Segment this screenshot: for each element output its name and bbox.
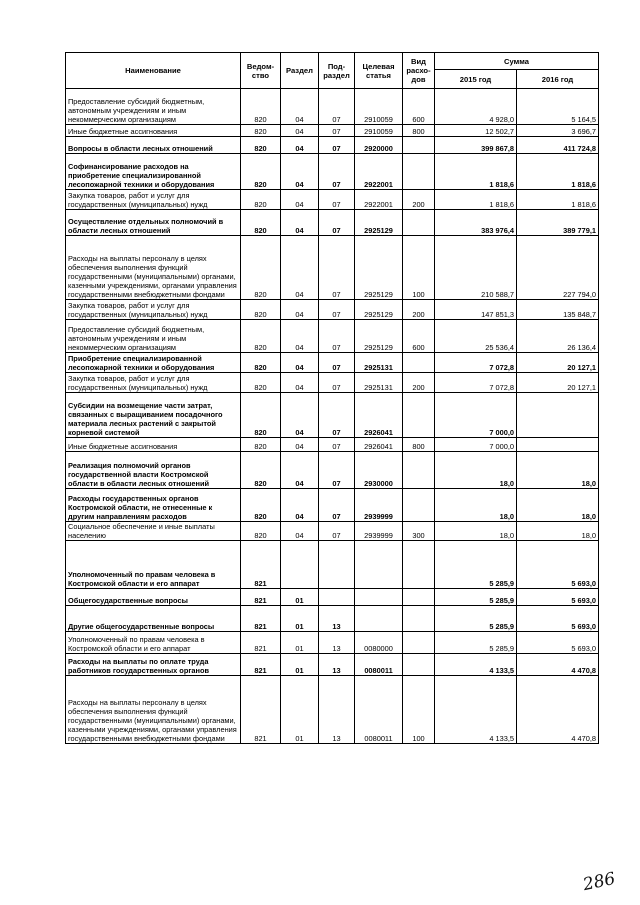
row-section — [281, 541, 319, 589]
row-section: 04 — [281, 210, 319, 236]
header-sum: Сумма — [435, 53, 599, 70]
row-section: 04 — [281, 89, 319, 125]
row-sum-2015: 18,0 — [435, 522, 517, 541]
row-exptype — [403, 154, 435, 190]
row-sum-2015: 1 818,6 — [435, 154, 517, 190]
row-target — [355, 541, 403, 589]
table-row — [66, 137, 599, 154]
row-exptype — [403, 489, 435, 522]
table-row — [66, 320, 599, 353]
row-sum-2015: 4 133,5 — [435, 654, 517, 676]
row-target: 2930000 — [355, 452, 403, 489]
row-sum-2016 — [517, 438, 599, 452]
row-target: 2925129 — [355, 320, 403, 353]
table-row — [66, 190, 599, 210]
row-dept: 820 — [241, 137, 281, 154]
row-name: Иные бюджетные ассигнования — [66, 125, 241, 137]
row-exptype — [403, 393, 435, 438]
row-sum-2015: 147 851,3 — [435, 300, 517, 320]
row-exptype — [403, 137, 435, 154]
row-name: Субсидии на возмещение части затрат, связанных с выращиванием посадочного материала лесных растений с закрытой корневой системой — [66, 393, 241, 438]
row-subsection — [319, 541, 355, 589]
row-dept: 820 — [241, 89, 281, 125]
row-exptype — [403, 589, 435, 606]
row-name: Расходы на выплаты персоналу в целях обеспечения выполнения функций государственными (муниципальными) органами, казенными учреждениями, органами управления государственными внебюджетными фондами — [66, 676, 241, 744]
header-year-2016: 2016 год — [517, 70, 599, 89]
row-exptype: 300 — [403, 522, 435, 541]
row-name: Приобретение специализированной лесопожарной техники и оборудования — [66, 353, 241, 373]
table-row — [66, 489, 599, 522]
table-row — [66, 353, 599, 373]
row-subsection: 07 — [319, 438, 355, 452]
row-target: 2925129 — [355, 300, 403, 320]
row-target: 2925129 — [355, 210, 403, 236]
row-sum-2016: 5 693,0 — [517, 606, 599, 632]
row-name: Уполномоченный по правам человека в Костромской области и его аппарат — [66, 541, 241, 589]
row-subsection: 07 — [319, 452, 355, 489]
table-row — [66, 236, 599, 300]
row-dept: 820 — [241, 300, 281, 320]
row-subsection: 07 — [319, 393, 355, 438]
table-row — [66, 632, 599, 654]
row-section: 01 — [281, 676, 319, 744]
table-row — [66, 452, 599, 489]
row-name: Иные бюджетные ассигнования — [66, 438, 241, 452]
row-sum-2016: 5 693,0 — [517, 632, 599, 654]
row-subsection: 07 — [319, 353, 355, 373]
row-name: Закупка товаров, работ и услуг для государственных (муниципальных) нужд — [66, 373, 241, 393]
row-exptype — [403, 632, 435, 654]
table-body — [66, 89, 599, 744]
row-exptype: 800 — [403, 125, 435, 137]
row-section: 04 — [281, 489, 319, 522]
row-name: Расходы на выплаты персоналу в целях обеспечения выполнения функций государственными (муниципальными) органами, казенными учреждениями, органами управления государственными внебюджетными фондами — [66, 236, 241, 300]
row-sum-2015: 18,0 — [435, 489, 517, 522]
row-section: 04 — [281, 137, 319, 154]
row-subsection: 07 — [319, 137, 355, 154]
row-subsection: 07 — [319, 236, 355, 300]
row-dept: 820 — [241, 154, 281, 190]
table-row — [66, 654, 599, 676]
row-name: Предоставление субсидий бюджетным, автономным учреждениям и иным некоммерческим организациям — [66, 320, 241, 353]
row-exptype — [403, 541, 435, 589]
row-name: Осуществление отдельных полномочий в области лесных отношений — [66, 210, 241, 236]
row-sum-2016: 1 818,6 — [517, 154, 599, 190]
row-sum-2016: 227 794,0 — [517, 236, 599, 300]
row-target: 2926041 — [355, 393, 403, 438]
row-dept: 821 — [241, 632, 281, 654]
row-target: 0080011 — [355, 676, 403, 744]
row-sum-2016: 4 470,8 — [517, 676, 599, 744]
row-name: Закупка товаров, работ и услуг для государственных (муниципальных) нужд — [66, 190, 241, 210]
row-exptype — [403, 654, 435, 676]
row-dept: 821 — [241, 654, 281, 676]
header-section: Раздел — [281, 53, 319, 89]
row-target: 2925131 — [355, 353, 403, 373]
row-dept: 820 — [241, 353, 281, 373]
row-target: 2922001 — [355, 190, 403, 210]
row-dept: 820 — [241, 190, 281, 210]
row-dept: 820 — [241, 393, 281, 438]
row-sum-2016: 389 779,1 — [517, 210, 599, 236]
row-sum-2016: 18,0 — [517, 489, 599, 522]
row-subsection: 07 — [319, 190, 355, 210]
row-exptype: 200 — [403, 373, 435, 393]
row-name: Предоставление субсидий бюджетным, автономным учреждениям и иным некоммерческим организациям — [66, 89, 241, 125]
row-sum-2015: 12 502,7 — [435, 125, 517, 137]
row-sum-2016: 20 127,1 — [517, 373, 599, 393]
row-section: 04 — [281, 125, 319, 137]
row-exptype: 200 — [403, 190, 435, 210]
row-section: 01 — [281, 606, 319, 632]
header-dept: Ведом-ство — [241, 53, 281, 89]
row-target: 2925129 — [355, 236, 403, 300]
row-target: 0080011 — [355, 654, 403, 676]
row-sum-2015: 399 867,8 — [435, 137, 517, 154]
row-subsection: 07 — [319, 300, 355, 320]
header-name: Наименование — [66, 53, 241, 89]
row-sum-2015: 7 072,8 — [435, 373, 517, 393]
row-sum-2016: 3 696,7 — [517, 125, 599, 137]
row-section: 04 — [281, 236, 319, 300]
row-dept: 820 — [241, 125, 281, 137]
row-dept: 821 — [241, 541, 281, 589]
row-exptype: 200 — [403, 300, 435, 320]
table-row — [66, 210, 599, 236]
header-target: Целевая статья — [355, 53, 403, 89]
table-row — [66, 154, 599, 190]
row-dept: 820 — [241, 452, 281, 489]
row-dept: 821 — [241, 676, 281, 744]
row-dept: 821 — [241, 606, 281, 632]
row-dept: 821 — [241, 589, 281, 606]
row-exptype — [403, 452, 435, 489]
row-sum-2015: 5 285,9 — [435, 632, 517, 654]
row-sum-2015: 383 976,4 — [435, 210, 517, 236]
table-row — [66, 522, 599, 541]
row-sum-2016: 1 818,6 — [517, 190, 599, 210]
table-row — [66, 606, 599, 632]
table-row — [66, 300, 599, 320]
row-section: 04 — [281, 320, 319, 353]
row-subsection — [319, 589, 355, 606]
row-subsection: 07 — [319, 489, 355, 522]
row-dept: 820 — [241, 522, 281, 541]
row-name: Расходы на выплаты по оплате труда работников государственных органов — [66, 654, 241, 676]
row-subsection: 13 — [319, 606, 355, 632]
row-exptype: 800 — [403, 438, 435, 452]
row-sum-2015: 4 133,5 — [435, 676, 517, 744]
row-target: 2910059 — [355, 89, 403, 125]
row-name: Закупка товаров, работ и услуг для государственных (муниципальных) нужд — [66, 300, 241, 320]
row-sum-2015: 210 588,7 — [435, 236, 517, 300]
row-subsection: 13 — [319, 676, 355, 744]
row-name: Общегосударственные вопросы — [66, 589, 241, 606]
row-section: 04 — [281, 522, 319, 541]
table-row — [66, 125, 599, 137]
header-subsection: Под-раздел — [319, 53, 355, 89]
row-target — [355, 606, 403, 632]
row-sum-2016: 5 164,5 — [517, 89, 599, 125]
row-sum-2016: 26 136,4 — [517, 320, 599, 353]
row-sum-2016 — [517, 393, 599, 438]
row-exptype: 100 — [403, 676, 435, 744]
row-sum-2016: 135 848,7 — [517, 300, 599, 320]
row-section: 04 — [281, 452, 319, 489]
row-exptype: 600 — [403, 320, 435, 353]
row-subsection: 07 — [319, 89, 355, 125]
row-sum-2016: 20 127,1 — [517, 353, 599, 373]
table-row — [66, 89, 599, 125]
row-target: 2922001 — [355, 154, 403, 190]
row-dept: 820 — [241, 489, 281, 522]
row-exptype — [403, 606, 435, 632]
row-name: Вопросы в области лесных отношений — [66, 137, 241, 154]
row-sum-2016: 4 470,8 — [517, 654, 599, 676]
table-row — [66, 541, 599, 589]
row-section: 04 — [281, 438, 319, 452]
row-dept: 820 — [241, 236, 281, 300]
row-section: 01 — [281, 589, 319, 606]
row-target: 2926041 — [355, 438, 403, 452]
row-target: 2925131 — [355, 373, 403, 393]
row-name: Расходы государственных органов Костромской области, не отнесенные к другим направлениям расходов — [66, 489, 241, 522]
row-target: 2939999 — [355, 489, 403, 522]
row-section: 01 — [281, 632, 319, 654]
table-row — [66, 676, 599, 744]
budget-table — [65, 52, 599, 744]
row-dept: 820 — [241, 320, 281, 353]
row-target: 2920000 — [355, 137, 403, 154]
row-subsection: 07 — [319, 125, 355, 137]
table-row — [66, 589, 599, 606]
row-sum-2015: 1 818,6 — [435, 190, 517, 210]
header-exptype: Вид расхо-дов — [403, 53, 435, 89]
row-section: 04 — [281, 353, 319, 373]
row-target — [355, 589, 403, 606]
row-sum-2016: 18,0 — [517, 452, 599, 489]
row-sum-2016: 18,0 — [517, 522, 599, 541]
page-number: 286 — [581, 868, 618, 896]
row-subsection: 13 — [319, 654, 355, 676]
row-subsection: 07 — [319, 210, 355, 236]
row-section: 04 — [281, 190, 319, 210]
row-subsection: 13 — [319, 632, 355, 654]
row-name: Другие общегосударственные вопросы — [66, 606, 241, 632]
row-dept: 820 — [241, 373, 281, 393]
row-sum-2016: 5 693,0 — [517, 589, 599, 606]
row-sum-2015: 5 285,9 — [435, 541, 517, 589]
row-subsection: 07 — [319, 373, 355, 393]
table-row — [66, 393, 599, 438]
row-sum-2015: 7 000,0 — [435, 393, 517, 438]
row-sum-2015: 7 072,8 — [435, 353, 517, 373]
row-sum-2015: 18,0 — [435, 452, 517, 489]
row-section: 01 — [281, 654, 319, 676]
row-sum-2015: 7 000,0 — [435, 438, 517, 452]
row-exptype — [403, 353, 435, 373]
row-name: Социальное обеспечение и иные выплаты населению — [66, 522, 241, 541]
row-exptype — [403, 210, 435, 236]
row-exptype: 100 — [403, 236, 435, 300]
row-sum-2015: 4 928,0 — [435, 89, 517, 125]
row-sum-2015: 5 285,9 — [435, 589, 517, 606]
row-sum-2015: 5 285,9 — [435, 606, 517, 632]
row-target: 2910059 — [355, 125, 403, 137]
table-row — [66, 373, 599, 393]
header-year-2015: 2015 год — [435, 70, 517, 89]
row-name: Уполномоченный по правам человека в Костромской области и его аппарат — [66, 632, 241, 654]
row-dept: 820 — [241, 210, 281, 236]
row-sum-2016: 5 693,0 — [517, 541, 599, 589]
row-name: Реализация полномочий органов государственной власти Костромской области в области лесных отношений — [66, 452, 241, 489]
row-target: 0080000 — [355, 632, 403, 654]
row-section: 04 — [281, 154, 319, 190]
row-target: 2939999 — [355, 522, 403, 541]
table-row — [66, 438, 599, 452]
row-subsection: 07 — [319, 522, 355, 541]
row-subsection: 07 — [319, 154, 355, 190]
row-section: 04 — [281, 373, 319, 393]
row-subsection: 07 — [319, 320, 355, 353]
row-sum-2016: 411 724,8 — [517, 137, 599, 154]
row-dept: 820 — [241, 438, 281, 452]
row-section: 04 — [281, 393, 319, 438]
row-sum-2015: 25 536,4 — [435, 320, 517, 353]
row-exptype: 600 — [403, 89, 435, 125]
table-header — [66, 53, 599, 89]
row-name: Софинансирование расходов на приобретение специализированной лесопожарной техники и оборудования — [66, 154, 241, 190]
row-section: 04 — [281, 300, 319, 320]
